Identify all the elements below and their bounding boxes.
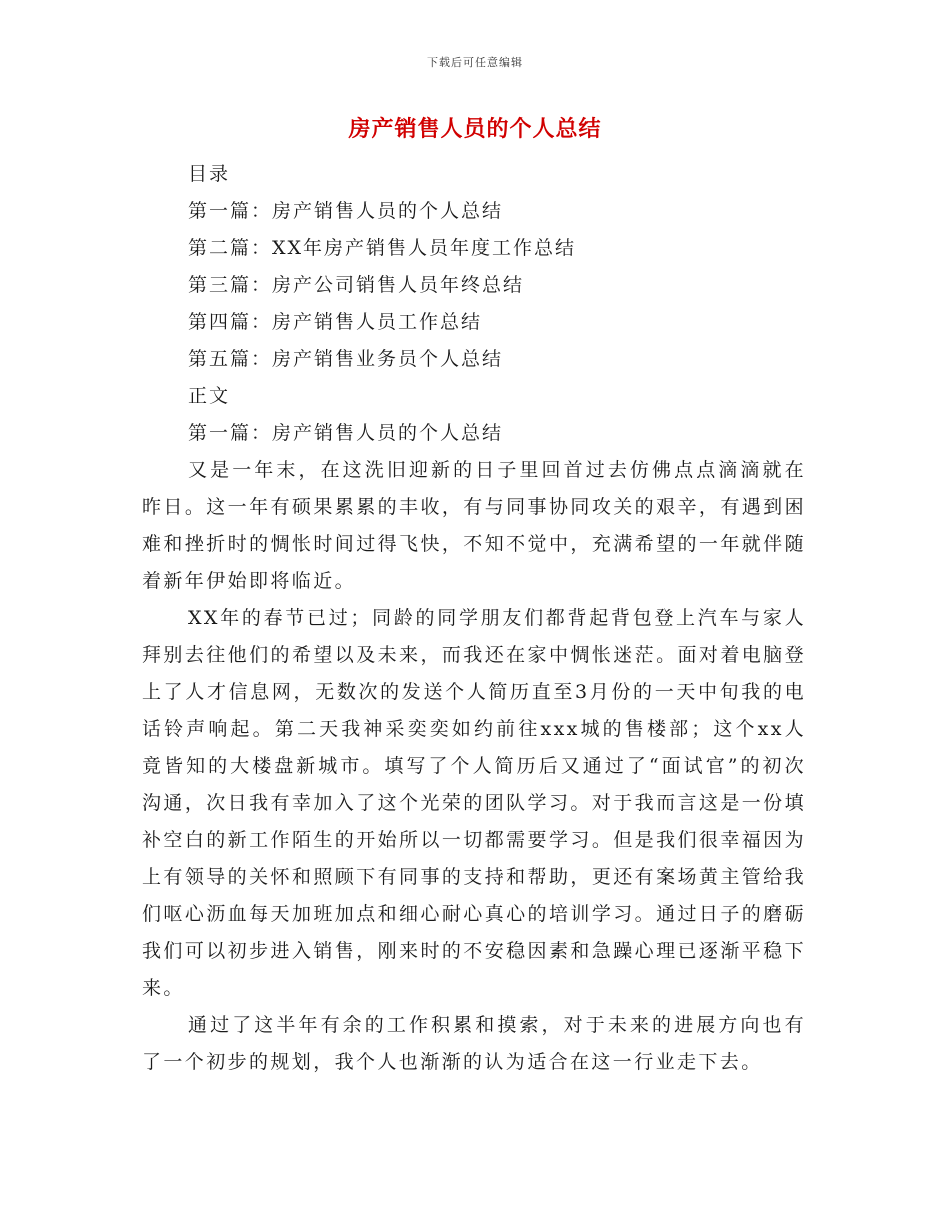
toc-item: 第四篇：房产销售人员工作总结	[188, 311, 483, 333]
toc-item: 第三篇：房产公司销售人员年终总结	[188, 274, 525, 296]
paragraph: 通过了这半年有余的工作积累和摸索，对于未来的进展方向也有了一个初步的规划，我个人也渐渐的认为适合在这一行业走下去。	[142, 1014, 806, 1073]
toc-heading: 目录	[188, 163, 231, 185]
toc-item: 第二篇：XX年房产销售人员年度工作总结	[188, 237, 577, 259]
toc-item: 第五篇：房产销售业务员个人总结	[188, 348, 504, 370]
paragraph: XX年的春节已过；同龄的同学朋友们都背起背包登上汽车与家人拜别去往他们的希望以及未来，而我还在家中惆怅迷茫。面对着电脑登上了人才信息网，无数次的发送个人简历直至3月份的一天中旬我的电话铃声响起。第二天我神采奕奕如约前往xxx城的售楼部；这个xx人竟皆知的大楼盘新城市。填写了个人简历后又通过了“面试官”的初次沟通，次日我有幸加入了这个光荣的团队学习。对于我而言这是一份填补空白的新工作陌生的开始所以一切都需要学习。但是我们很幸福因为上有领导的关怀和照顾下有同事的支持和帮助，更还有案场黄主管给我们呕心沥血每天加班加点和细心耐心真心的培训学习。通过日子的磨砺我们可以初步进入销售，刚来时的不安稳因素和急躁心理已逐渐平稳下来。	[142, 607, 806, 999]
body-text	[142, 452, 806, 1081]
table-of-contents	[188, 156, 828, 452]
toc-item: 第一篇：房产销售人员的个人总结	[188, 200, 504, 222]
section-title: 第一篇：房产销售人员的个人总结	[188, 422, 504, 444]
document-title: 房产销售人员的个人总结	[348, 116, 602, 142]
body-heading: 正文	[188, 385, 231, 407]
header-note: 下载后可任意编辑	[427, 56, 523, 69]
paragraph: 又是一年末，在这洗旧迎新的日子里回首过去仿佛点点滴滴就在昨日。这一年有硕果累累的丰收，有与同事协同攻关的艰辛，有遇到困难和挫折时的惆怅时间过得飞快，不知不觉中，充满希望的一年就伴随着新年伊始即将临近。	[142, 459, 806, 592]
